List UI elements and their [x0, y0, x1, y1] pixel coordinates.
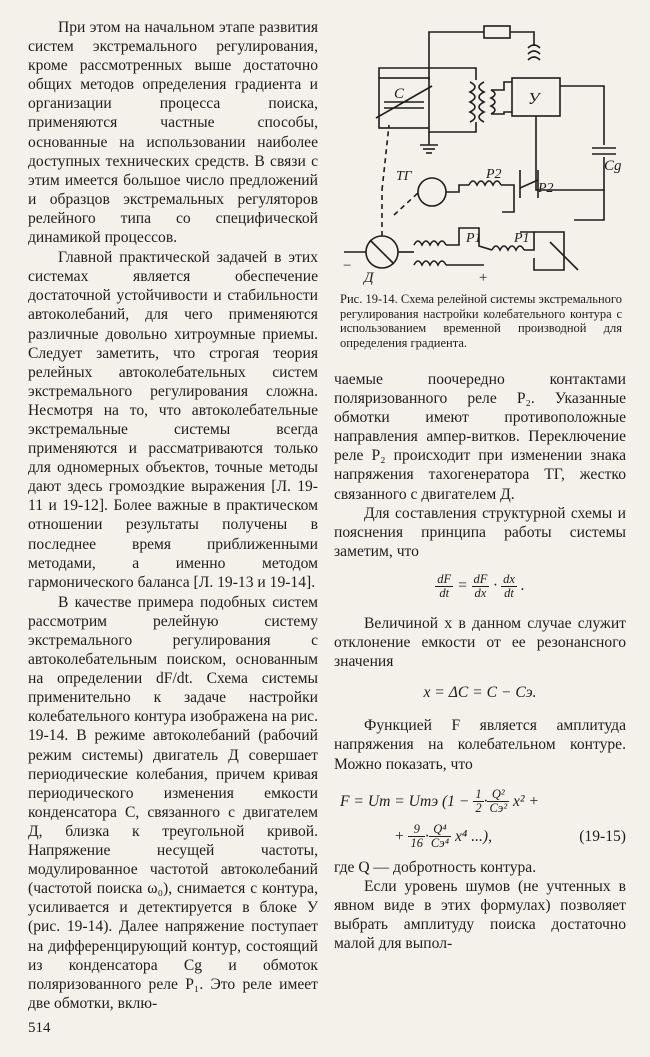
- left-paragraph-2: Главной практической задачей в этих системах является обеспечение достаточной устойчивости и стабильности автоколебаний, для чего применяются различные довольно хитроумные приемы. Следует заметить, что строгая теория релейных автоколебательных систем экстремального регулирования сложна. Несмотря на то, что автоколебательные экстремальные системы всегда применяются и рассматриваются только для одномерных объектов, точные методы дают здесь громоздкие выражения [Л. 19-11 и 19-12]. Более важные в практическом отношении результаты получены в последнее время приближенными методами, а именно методом гармонического баланса [Л. 19-13 и 19-14].: [28, 249, 318, 591]
- eq3-f2-num: Q²: [487, 788, 509, 802]
- eq1-dot: ·: [493, 577, 498, 595]
- eq3-f1-num: 1: [475, 786, 482, 801]
- eq3-line2-start: +: [394, 827, 405, 845]
- eq3-f4-den: Cэ⁴: [430, 835, 450, 850]
- equation-2: x = ΔC = C − Cэ.: [423, 684, 537, 702]
- eq3-f2-den: Cэ²: [489, 800, 508, 815]
- eq3-dot-1: ·: [483, 792, 488, 810]
- right-column: [334, 370, 626, 953]
- eq3-dot-2: ·: [424, 827, 429, 845]
- circuit-labels: [334, 20, 624, 290]
- eq1-m2-num: dx: [503, 571, 515, 586]
- eq3-f3-den: 16: [410, 835, 423, 850]
- label-y: У: [528, 89, 540, 108]
- page-number: 514: [28, 1020, 51, 1036]
- eq3-f1-den: 2: [475, 800, 482, 815]
- label-cg: Cg: [604, 158, 622, 174]
- eq3-line2-end: x⁴ ...),: [454, 827, 492, 845]
- circuit-figure: [334, 20, 624, 290]
- eq3-f4-num: Q⁴: [429, 823, 451, 837]
- right-paragraph-2: Для составления структурной схемы и пояснения принципа работы системы заметим, что: [334, 504, 626, 560]
- left-paragraph-1: При этом на начальном этапе развития систем экстремального регулирования, кроме рассмотренных выше достаточно общих методов определения градиента и организации процесса поиска, применяются частные способы, основанные на использовании наиболее доступных технических средств. В связи с этим имеется большое число предложений и образцов экстремальных регуляторов релейного типа со специфической динамикой процессов.: [28, 19, 318, 247]
- eq3-line1-end: x² +: [512, 792, 540, 810]
- label-c: C: [394, 86, 405, 102]
- eq1-lhs-num: dF: [437, 571, 452, 586]
- right-paragraph-5: где Q — добротность контура.: [334, 858, 537, 876]
- eq3-line1-start: F = Um = Umэ (1 −: [340, 792, 470, 810]
- left-column: [28, 18, 318, 1013]
- right-paragraph-3: Величиной x в данном случае служит отклонение емкости от ее резонансного значения: [334, 614, 626, 671]
- eq3-f3-num: 9: [408, 823, 425, 837]
- label-plus: +: [478, 270, 489, 286]
- label-p2a: P2: [486, 167, 502, 182]
- caption-text: Рис. 19-14. Схема релейной системы экстремального регулирования настройки колебательного контура с использованием временной производной для определения градиента.: [340, 292, 622, 350]
- label-d: Д: [364, 270, 374, 286]
- right-paragraph-1: чаемые поочередно контактами поляризованного реле P₂. Указанные обмотки имеют противоположные направления ампер-витков. Переключение реле P₂ происходит при изменении знака напряжения тахогенератора ТГ, жестко связанного с двигателем Д.: [334, 371, 626, 503]
- label-minus: −: [342, 258, 353, 274]
- left-paragraph-3: В качестве примера подобных систем рассмотрим релейную систему экстремального регулирования с автоколебательным поиском, основанным на определении dF/dt. Схема системы применительно к задаче настройки колебательного контура изображена на рис. 19-14. В режиме автоколебаний (рабочий режим системы) двигатель Д совершает периодические колебания, причем кривая периодического изменения емкости конденсатора С, связанного с двигателем Д, близка к треугольной кривой. Напряжение несущей частоты, модулированное частотой автоколебаний (частотой поиска ω₀), снимается с контура, усиливается и детектируется в блоке У (рис. 19-14). Далее напряжение поступает на дифференцирующий контур, состоящий из конденсатора Cg и обмоток поляризованного реле P₁. Это реле имеет две обмотки, вклю-: [28, 593, 318, 1012]
- equation-1: [334, 573, 626, 600]
- label-tg: ТГ: [396, 169, 412, 184]
- eq1-m2-den: dt: [504, 585, 514, 600]
- eq1-end: .: [520, 577, 525, 595]
- eq1-lhs-den: dt: [439, 585, 450, 600]
- equation-number: (19-15): [579, 827, 626, 845]
- eq1-equals: =: [457, 577, 468, 595]
- right-paragraph-6: Если уровень шумов (не учтенных в явном виде в этих формулах) позволяет выбрать амплитуду поиска достаточно малой для выпол-: [334, 877, 626, 952]
- right-paragraph-4: Функцией F является амплитуда напряжения на колебательном контуре. Можно показать, что: [334, 717, 626, 773]
- equation-3: [334, 788, 626, 850]
- label-p1a: P1: [466, 231, 482, 246]
- label-p1b: P1: [514, 231, 530, 246]
- label-p2b: P2: [538, 181, 554, 196]
- eq1-m1-num: dF: [473, 571, 488, 586]
- figure-caption: [340, 292, 622, 350]
- eq1-m1-den: dx: [474, 585, 487, 600]
